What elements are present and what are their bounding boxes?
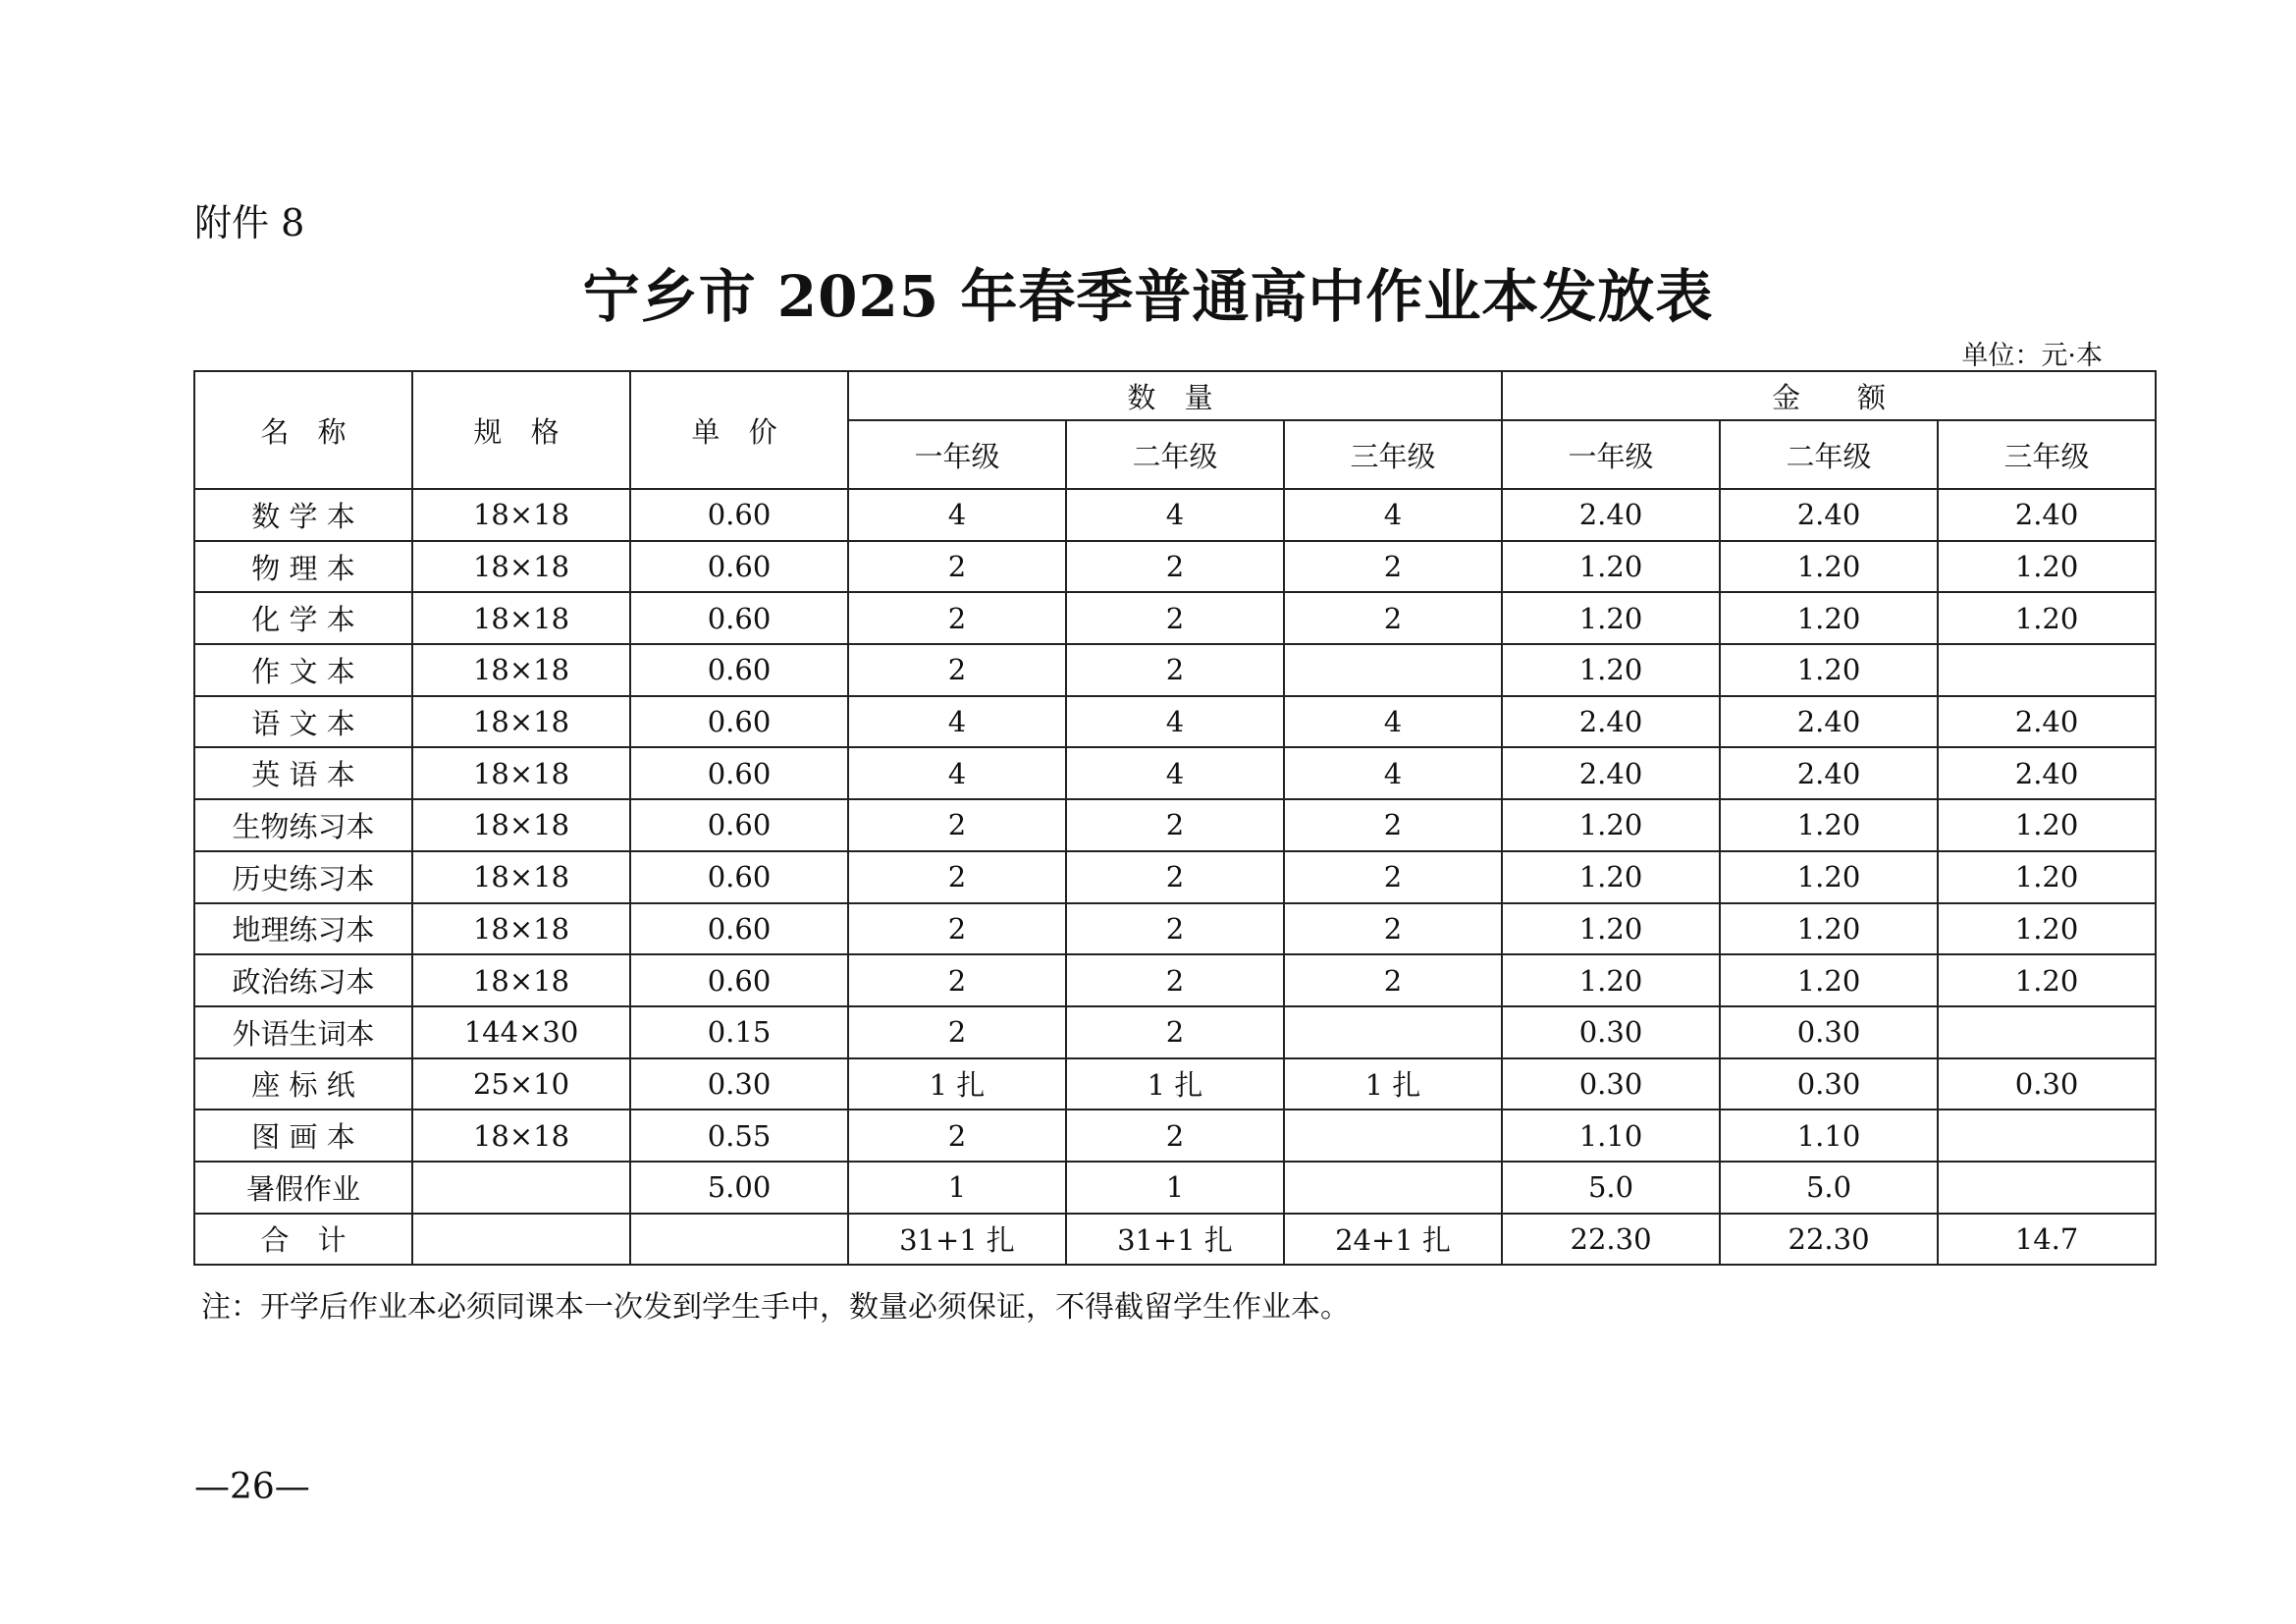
cell-qty-grade-1: 4 xyxy=(848,696,1066,748)
cell-qty-grade-2: 2 xyxy=(1066,592,1284,644)
cell-spec: 25×10 xyxy=(412,1058,630,1110)
header-qty-grade-2: 二年级 xyxy=(1066,420,1284,489)
cell-qty-grade-2: 2 xyxy=(1066,903,1284,955)
cell-qty-grade-1: 2 xyxy=(848,644,1066,696)
cell-amt-grade-2: 1.20 xyxy=(1720,903,1938,955)
cell-amt-grade-3 xyxy=(1938,1110,2156,1162)
cell-price: 0.60 xyxy=(630,644,848,696)
cell-spec: 18×18 xyxy=(412,903,630,955)
cell-qty-grade-3 xyxy=(1284,644,1502,696)
cell-price: 0.55 xyxy=(630,1110,848,1162)
cell-amt-grade-1: 2.40 xyxy=(1502,696,1720,748)
table-row xyxy=(194,489,2156,541)
cell-qty-grade-1: 31+1 扎 xyxy=(848,1214,1066,1266)
cell-amt-grade-3: 2.40 xyxy=(1938,696,2156,748)
cell-qty-grade-2: 2 xyxy=(1066,851,1284,903)
header-amt-grade-3: 三年级 xyxy=(1938,420,2156,489)
cell-price: 0.60 xyxy=(630,851,848,903)
table-row xyxy=(194,903,2156,955)
cell-price: 5.00 xyxy=(630,1162,848,1214)
cell-spec: 18×18 xyxy=(412,799,630,851)
cell-amt-grade-2: 1.20 xyxy=(1720,799,1938,851)
cell-spec: 18×18 xyxy=(412,851,630,903)
cell-qty-grade-1: 2 xyxy=(848,1006,1066,1058)
cell-name: 作 文 本 xyxy=(194,644,412,696)
cell-qty-grade-1: 2 xyxy=(848,799,1066,851)
cell-name: 图 画 本 xyxy=(194,1110,412,1162)
table-row xyxy=(194,1162,2156,1214)
cell-amt-grade-2: 2.40 xyxy=(1720,747,1938,799)
cell-spec: 18×18 xyxy=(412,489,630,541)
cell-price: 0.60 xyxy=(630,541,848,593)
cell-amt-grade-2: 1.20 xyxy=(1720,644,1938,696)
cell-amt-grade-1: 1.20 xyxy=(1502,903,1720,955)
cell-name: 物 理 本 xyxy=(194,541,412,593)
cell-spec: 18×18 xyxy=(412,747,630,799)
cell-spec: 18×18 xyxy=(412,696,630,748)
table-row xyxy=(194,799,2156,851)
cell-spec: 18×18 xyxy=(412,1110,630,1162)
cell-name: 暑假作业 xyxy=(194,1162,412,1214)
cell-name: 化 学 本 xyxy=(194,592,412,644)
cell-amt-grade-1: 2.40 xyxy=(1502,489,1720,541)
cell-spec: 18×18 xyxy=(412,954,630,1006)
cell-spec: 18×18 xyxy=(412,592,630,644)
cell-qty-grade-3: 24+1 扎 xyxy=(1284,1214,1502,1266)
cell-amt-grade-1: 1.20 xyxy=(1502,644,1720,696)
cell-qty-grade-1: 4 xyxy=(848,489,1066,541)
cell-amt-grade-3: 1.20 xyxy=(1938,592,2156,644)
cell-name: 外语生词本 xyxy=(194,1006,412,1058)
cell-amt-grade-2: 1.20 xyxy=(1720,851,1938,903)
cell-amt-grade-3: 1.20 xyxy=(1938,903,2156,955)
cell-qty-grade-2: 2 xyxy=(1066,1006,1284,1058)
cell-qty-grade-2: 4 xyxy=(1066,747,1284,799)
cell-amt-grade-3: 1.20 xyxy=(1938,954,2156,1006)
cell-name: 生物练习本 xyxy=(194,799,412,851)
cell-qty-grade-3 xyxy=(1284,1110,1502,1162)
cell-amt-grade-3: 2.40 xyxy=(1938,489,2156,541)
cell-qty-grade-2: 2 xyxy=(1066,541,1284,593)
cell-qty-grade-3: 4 xyxy=(1284,747,1502,799)
cell-qty-grade-1: 2 xyxy=(848,541,1066,593)
cell-qty-grade-1: 2 xyxy=(848,954,1066,1006)
page-number: —26— xyxy=(194,1467,310,1507)
cell-qty-grade-2: 4 xyxy=(1066,696,1284,748)
table-row xyxy=(194,747,2156,799)
cell-amt-grade-2: 2.40 xyxy=(1720,489,1938,541)
attachment-label: 附件 8 xyxy=(194,201,305,244)
cell-price: 0.30 xyxy=(630,1058,848,1110)
cell-spec xyxy=(412,1214,630,1266)
cell-qty-grade-1: 4 xyxy=(848,747,1066,799)
table-row xyxy=(194,954,2156,1006)
cell-qty-grade-1: 1 xyxy=(848,1162,1066,1214)
header-amt-grade-1: 一年级 xyxy=(1502,420,1720,489)
cell-amt-grade-1: 5.0 xyxy=(1502,1162,1720,1214)
cell-name: 语 文 本 xyxy=(194,696,412,748)
table-row xyxy=(194,541,2156,593)
header-amount: 金 额 xyxy=(1502,371,2156,420)
cell-amt-grade-2: 1.20 xyxy=(1720,954,1938,1006)
header-name: 名 称 xyxy=(194,371,412,489)
cell-qty-grade-2: 2 xyxy=(1066,1110,1284,1162)
cell-qty-grade-1: 2 xyxy=(848,851,1066,903)
cell-qty-grade-2: 2 xyxy=(1066,799,1284,851)
cell-price: 0.15 xyxy=(630,1006,848,1058)
cell-amt-grade-2: 22.30 xyxy=(1720,1214,1938,1266)
cell-price xyxy=(630,1214,848,1266)
cell-amt-grade-2: 1.10 xyxy=(1720,1110,1938,1162)
cell-qty-grade-2: 31+1 扎 xyxy=(1066,1214,1284,1266)
cell-price: 0.60 xyxy=(630,747,848,799)
table-body xyxy=(194,489,2156,1265)
cell-amt-grade-1: 1.20 xyxy=(1502,851,1720,903)
cell-amt-grade-1: 0.30 xyxy=(1502,1006,1720,1058)
header-qty-grade-1: 一年级 xyxy=(848,420,1066,489)
cell-name: 数 学 本 xyxy=(194,489,412,541)
table-row xyxy=(194,1058,2156,1110)
cell-amt-grade-1: 1.20 xyxy=(1502,541,1720,593)
table-row xyxy=(194,851,2156,903)
cell-price: 0.60 xyxy=(630,799,848,851)
cell-price: 0.60 xyxy=(630,696,848,748)
cell-qty-grade-3: 2 xyxy=(1284,799,1502,851)
cell-amt-grade-3: 1.20 xyxy=(1938,851,2156,903)
cell-name: 合 计 xyxy=(194,1214,412,1266)
cell-qty-grade-3 xyxy=(1284,1006,1502,1058)
cell-spec: 144×30 xyxy=(412,1006,630,1058)
cell-qty-grade-3: 1 扎 xyxy=(1284,1058,1502,1110)
cell-amt-grade-2: 1.20 xyxy=(1720,592,1938,644)
cell-qty-grade-3: 2 xyxy=(1284,851,1502,903)
cell-name: 座 标 纸 xyxy=(194,1058,412,1110)
table-row xyxy=(194,1110,2156,1162)
cell-qty-grade-2: 2 xyxy=(1066,644,1284,696)
cell-qty-grade-1: 2 xyxy=(848,903,1066,955)
cell-amt-grade-3 xyxy=(1938,1006,2156,1058)
cell-amt-grade-1: 1.20 xyxy=(1502,954,1720,1006)
cell-qty-grade-2: 4 xyxy=(1066,489,1284,541)
table-row xyxy=(194,1214,2156,1266)
cell-qty-grade-1: 2 xyxy=(848,592,1066,644)
cell-amt-grade-3: 0.30 xyxy=(1938,1058,2156,1110)
cell-qty-grade-1: 1 扎 xyxy=(848,1058,1066,1110)
cell-amt-grade-1: 22.30 xyxy=(1502,1214,1720,1266)
cell-amt-grade-1: 0.30 xyxy=(1502,1058,1720,1110)
cell-name: 英 语 本 xyxy=(194,747,412,799)
page-title: 宁乡市 2025 年春季普通高中作业本发放表 xyxy=(582,263,1714,330)
cell-amt-grade-1: 2.40 xyxy=(1502,747,1720,799)
cell-spec: 18×18 xyxy=(412,644,630,696)
cell-amt-grade-3 xyxy=(1938,1162,2156,1214)
cell-price: 0.60 xyxy=(630,954,848,1006)
cell-qty-grade-2: 1 xyxy=(1066,1162,1284,1214)
cell-amt-grade-2: 2.40 xyxy=(1720,696,1938,748)
cell-amt-grade-2: 0.30 xyxy=(1720,1006,1938,1058)
cell-amt-grade-1: 1.10 xyxy=(1502,1110,1720,1162)
cell-amt-grade-2: 0.30 xyxy=(1720,1058,1938,1110)
workbook-table xyxy=(193,370,2157,1266)
cell-price: 0.60 xyxy=(630,903,848,955)
header-spec: 规 格 xyxy=(412,371,630,489)
table-row xyxy=(194,696,2156,748)
cell-qty-grade-3: 2 xyxy=(1284,903,1502,955)
cell-amt-grade-2: 1.20 xyxy=(1720,541,1938,593)
table-row xyxy=(194,1006,2156,1058)
unit-label: 单位：元·本 xyxy=(1961,341,2103,371)
cell-amt-grade-2: 5.0 xyxy=(1720,1162,1938,1214)
cell-name: 政治练习本 xyxy=(194,954,412,1006)
cell-price: 0.60 xyxy=(630,489,848,541)
cell-name: 地理练习本 xyxy=(194,903,412,955)
cell-spec xyxy=(412,1162,630,1214)
cell-amt-grade-1: 1.20 xyxy=(1502,592,1720,644)
cell-amt-grade-3: 2.40 xyxy=(1938,747,2156,799)
cell-qty-grade-2: 2 xyxy=(1066,954,1284,1006)
table-row xyxy=(194,592,2156,644)
cell-amt-grade-3: 14.7 xyxy=(1938,1214,2156,1266)
cell-qty-grade-3: 4 xyxy=(1284,489,1502,541)
cell-qty-grade-3: 4 xyxy=(1284,696,1502,748)
table-row xyxy=(194,644,2156,696)
header-amt-grade-2: 二年级 xyxy=(1720,420,1938,489)
cell-qty-grade-3: 2 xyxy=(1284,954,1502,1006)
cell-amt-grade-1: 1.20 xyxy=(1502,799,1720,851)
header-quantity: 数 量 xyxy=(848,371,1502,420)
cell-qty-grade-3 xyxy=(1284,1162,1502,1214)
header-price: 单 价 xyxy=(630,371,848,489)
cell-qty-grade-3: 2 xyxy=(1284,592,1502,644)
cell-spec: 18×18 xyxy=(412,541,630,593)
cell-qty-grade-2: 1 扎 xyxy=(1066,1058,1284,1110)
cell-amt-grade-3 xyxy=(1938,644,2156,696)
header-qty-grade-3: 三年级 xyxy=(1284,420,1502,489)
cell-amt-grade-3: 1.20 xyxy=(1938,541,2156,593)
cell-name: 历史练习本 xyxy=(194,851,412,903)
cell-price: 0.60 xyxy=(630,592,848,644)
cell-qty-grade-3: 2 xyxy=(1284,541,1502,593)
cell-qty-grade-1: 2 xyxy=(848,1110,1066,1162)
footnote: 注：开学后作业本必须同课本一次发到学生手中，数量必须保证，不得截留学生作业本。 xyxy=(201,1290,1350,1325)
cell-amt-grade-3: 1.20 xyxy=(1938,799,2156,851)
